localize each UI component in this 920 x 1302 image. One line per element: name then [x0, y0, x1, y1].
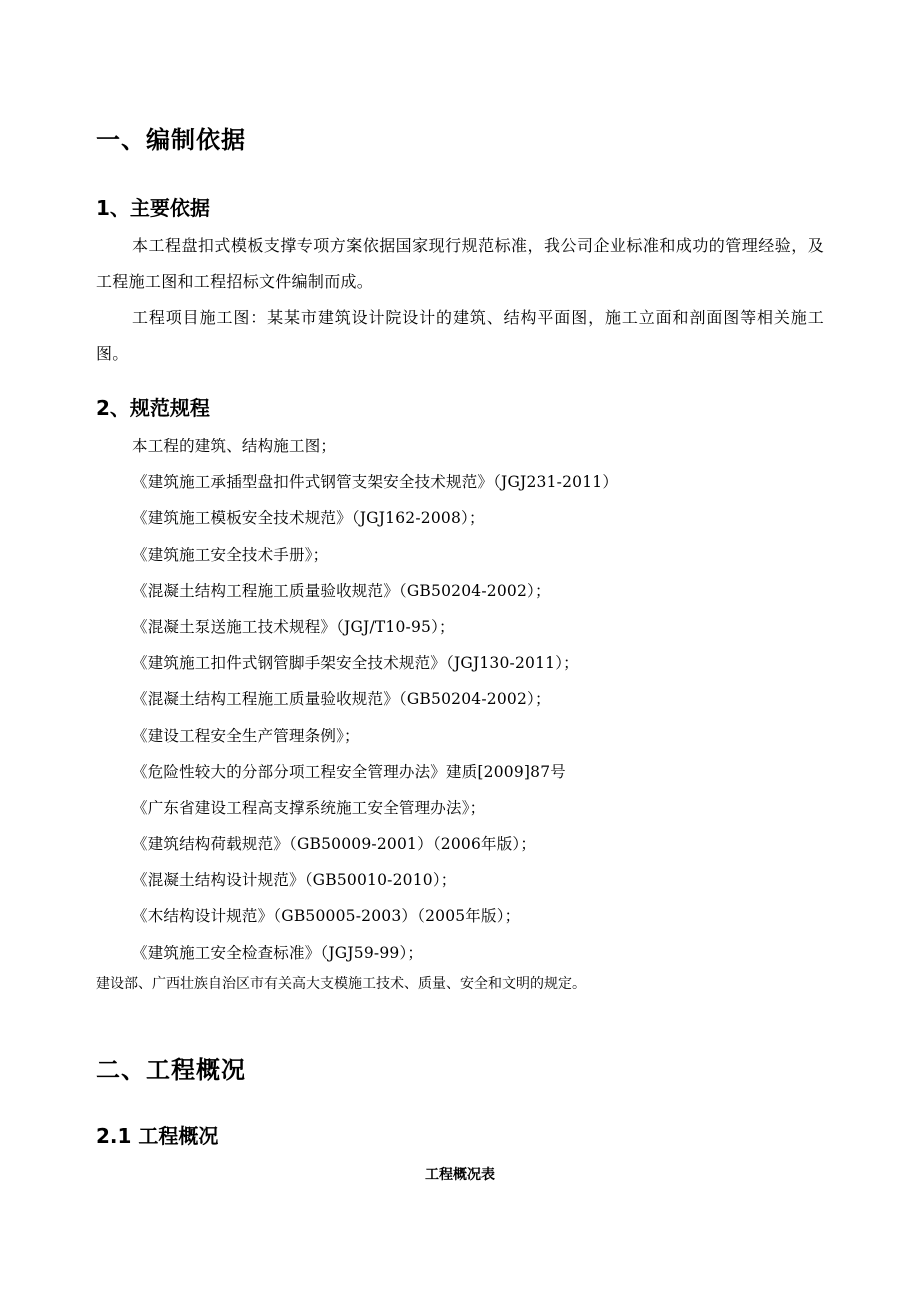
standards-list-item: 《木结构设计规范》（GB50005-2003）（2005年版）； [132, 907, 521, 926]
table-caption: 工程概况表 [425, 1167, 495, 1183]
standards-list-item: 《建筑施工承插型盘扣件式钢管支架安全技术规范》（JGJ231-2011） [132, 473, 619, 492]
standards-list-item: 《建筑施工安全技术手册》； [132, 545, 329, 564]
section-title-basis: 一、编制依据 [96, 126, 246, 154]
standards-list-item: 《混凝土泵送施工技术规程》（JGJ/T10-95）； [132, 617, 455, 636]
standards-list-item: 《广东省建设工程高支撑系统施工安全管理办法》； [132, 798, 486, 817]
standards-list-item: 《危险性较大的分部分项工程安全管理办法》建质[2009]87号 [132, 762, 566, 781]
standards-list-item: 《建筑施工模板安全技术规范》（JGJ162-2008）； [132, 509, 485, 528]
standards-list-item: 《混凝土结构工程施工质量验收规范》（GB50204-2002）； [132, 581, 551, 600]
standards-list-item: 本工程的建筑、结构施工图； [132, 437, 337, 455]
standards-list [132, 428, 618, 971]
subsection-title-project-overview: 2.1 工程概况 [96, 1124, 219, 1148]
standards-list-item: 《建筑施工扣件式钢管脚手架安全技术规范》（JGJ130-2011）； [132, 654, 579, 673]
standards-list-item: 《混凝土结构设计规范》（GB50010-2010）； [132, 871, 457, 890]
subsection-title-main-basis: 1、主要依据 [96, 196, 210, 220]
subsection-title-standards: 2、规范规程 [96, 396, 210, 420]
standards-list-item: 《建设工程安全生产管理条例》； [132, 726, 360, 745]
paragraph-construction-drawings: 工程项目施工图：某某市建筑设计院设计的建筑、结构平面图，施工立面和剖面图等相关施工图。 [96, 308, 824, 363]
standards-list-item: 《混凝土结构工程施工质量验收规范》（GB50204-2002）； [132, 690, 551, 709]
paragraph-basis-description: 本工程盘扣式模板支撑专项方案依据国家现行规范标准，我公司企业标准和成功的管理经验，及工程施工图和工程招标文件编制而成。 [96, 236, 824, 291]
standards-list-item: 《建筑结构荷载规范》（GB50009-2001）（2006年版）； [132, 835, 537, 854]
section-title-project-overview: 二、工程概况 [96, 1056, 246, 1084]
regulations-note: 建设部、广西壮族自治区市有关高大支模施工技术、质量、安全和文明的规定。 [96, 976, 586, 992]
standards-list-item: 《建筑施工安全检查标准》（JGJ59-99）； [132, 943, 424, 962]
